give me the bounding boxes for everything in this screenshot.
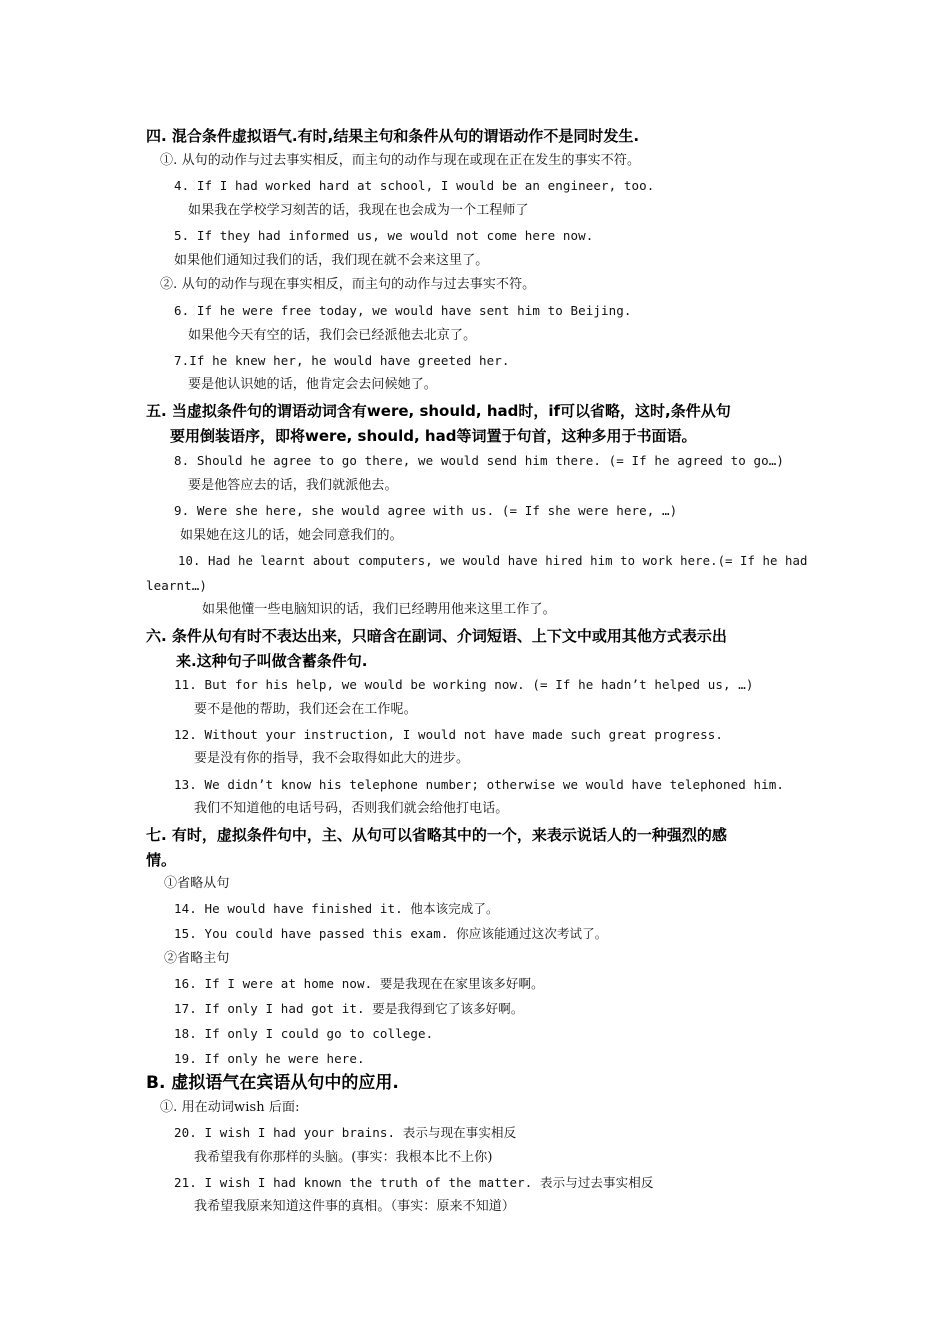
- section-b-sub1: ①. 用在动词wish 后面:: [160, 1100, 300, 1115]
- section-b-heading: B. 虚拟语气在宾语从句中的应用.: [146, 1073, 399, 1093]
- example-4-chinese: 如果我在学校学习刻苦的话，我现在也会成为一个工程师了: [188, 203, 529, 218]
- example-9-english: 9. Were she here, she would agree with us. (= If she were here, …): [174, 503, 678, 518]
- example-11-chinese: 要不是他的帮助，我们还会在工作呢。: [194, 702, 417, 717]
- section-4-sub2: ②. 从句的动作与现在事实相反，而主句的动作与过去事实不符。: [160, 277, 536, 292]
- section-7-heading-line1: 七. 有时，虚拟条件句中，主、从句可以省略其中的一个，来表示说话人的一种强烈的感: [146, 826, 727, 844]
- example-5-english: 5. If they had informed us, we would not come here now.: [174, 228, 594, 243]
- example-12-chinese: 要是没有你的指导，我不会取得如此大的进步。: [194, 751, 470, 766]
- example-17: 17. If only I had got it. 要是我得到它了该多好啊。: [174, 1001, 524, 1016]
- example-13-chinese: 我们不知道他的电话号码，否则我们就会给他打电话。: [194, 801, 509, 816]
- example-9-chinese: 如果她在这儿的话，她会同意我们的。: [180, 528, 403, 543]
- section-7-heading-line2: 情。: [146, 851, 177, 869]
- example-7-english: 7.If he knew her, he would have greeted her.: [174, 353, 510, 368]
- example-10-english-line2: learnt…): [146, 578, 208, 593]
- example-13-english: 13. We didn’t know his telephone number; otherwise we would have telephoned him.: [174, 777, 785, 792]
- example-20-chinese: 我希望我有你那样的头脑。(事实：我根本比不上你): [194, 1150, 493, 1165]
- example-10-chinese: 如果他懂一些电脑知识的话，我们已经聘用他来这里工作了。: [202, 602, 556, 617]
- example-8-english: 8. Should he agree to go there, we would send him there. (= If he agreed to go…): [174, 453, 785, 468]
- example-6-chinese: 如果他今天有空的话，我们会已经派他去北京了。: [188, 328, 477, 343]
- example-10-english-line1: 10. Had he learnt about computers, we would have hired him to work here.(= If he had: [178, 554, 808, 568]
- section-6-heading-line2: 来.这种句子叫做含蓄条件句.: [176, 652, 368, 670]
- example-19: 19. If only he were here.: [174, 1051, 365, 1066]
- section-4-heading: 四. 混合条件虚拟语气.有时,结果主句和条件从句的谓语动作不是同时发生.: [146, 127, 640, 145]
- example-14: 14. He would have finished it. 他本该完成了。: [174, 901, 499, 916]
- example-6-english: 6. If he were free today, we would have sent him to Beijing.: [174, 303, 632, 318]
- section-5-heading-line2: 要用倒装语序，即将were, should, had等词置于句首，这种多用于书面语。: [170, 427, 697, 445]
- section-6-heading-line1: 六. 条件从句有时不表达出来，只暗含在副词、介词短语、上下文中或用其他方式表示出: [146, 627, 727, 645]
- example-21-english: 21. I wish I had known the truth of the matter. 表示与过去事实相反: [174, 1175, 654, 1190]
- example-4-english: 4. If I had worked hard at school, I would be an engineer, too.: [174, 178, 655, 193]
- example-15: 15. You could have passed this exam. 你应该能通过这次考试了。: [174, 926, 608, 941]
- example-5-chinese: 如果他们通知过我们的话，我们现在就不会来这里了。: [174, 253, 489, 268]
- example-20-english: 20. I wish I had your brains. 表示与现在事实相反: [174, 1125, 517, 1140]
- example-12-english: 12. Without your instruction, I would not have made such great progress.: [174, 727, 724, 742]
- section-7-sub2: ②省略主句: [164, 951, 230, 966]
- section-4-sub1: ①. 从句的动作与过去事实相反，而主句的动作与现在或现在正在发生的事实不符。: [160, 153, 641, 168]
- example-18: 18. If only I could go to college.: [174, 1026, 434, 1041]
- example-16: 16. If I were at home now. 要是我现在在家里该多好啊。: [174, 976, 544, 991]
- example-8-chinese: 要是他答应去的话，我们就派他去。: [188, 478, 398, 493]
- example-7-chinese: 要是他认识她的话，他肯定会去问候她了。: [188, 377, 437, 392]
- example-11-english: 11. But for his help, we would be working now. (= If he hadn’t helped us, …): [174, 677, 754, 692]
- section-7-sub1: ①省略从句: [164, 876, 230, 891]
- example-21-chinese: 我希望我原来知道这件事的真相。（事实：原来不知道）: [194, 1199, 516, 1214]
- section-5-heading-line1: 五. 当虚拟条件句的谓语动词含有were, should, had时，if可以省略，这时,条件从句: [146, 402, 731, 420]
